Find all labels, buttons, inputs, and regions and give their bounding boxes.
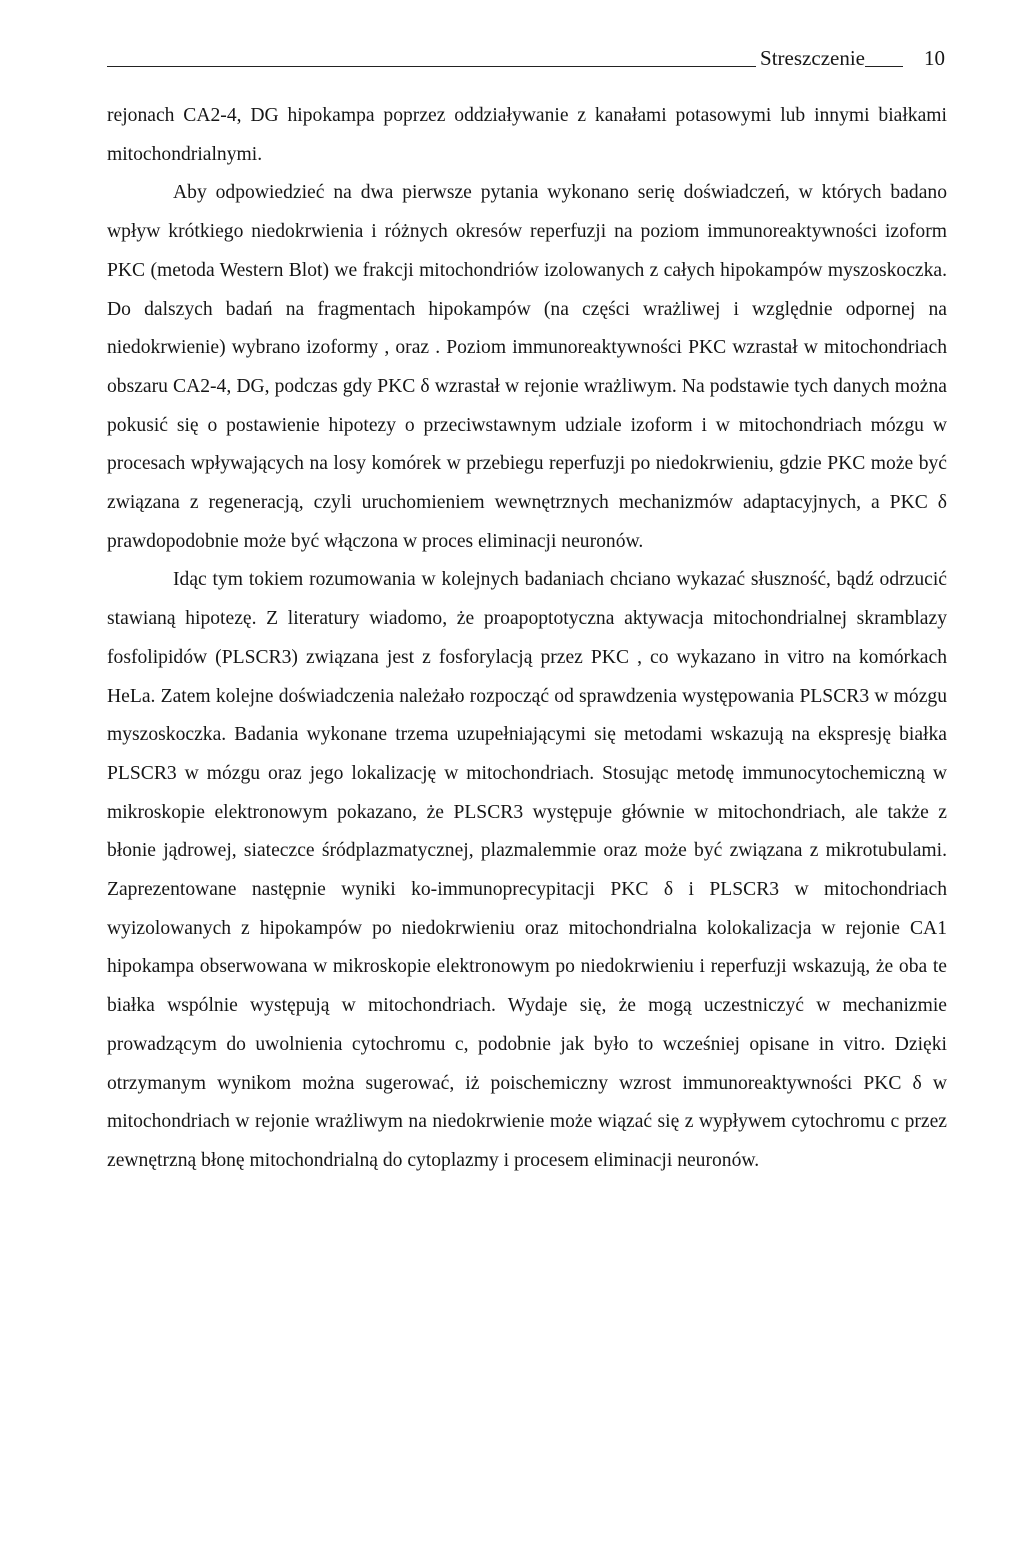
- paragraph-2: Aby odpowiedzieć na dwa pierwsze pytania wykonano serię doświadczeń, w których badano wpływ krótkiego niedokrwienia i różnych okresów reperfuzji na poziom immunoreaktywności izoform PKC (metoda Western Blot) we frakcji mitochondriów izolowanych z całych hipokampów myszoskoczka. Do dalszych badań na fragmentach hipokampów (na części wrażliwej i względnie odpornej na niedokrwienie) wybrano izoformy , oraz . Poziom immunoreaktywności PKC wzrastał w mitochondriach obszaru CA2-4, DG, podczas gdy PKC δ wzrastał w rejonie wrażliwym. Na podstawie tych danych można pokusić się o postawienie hipotezy o przeciwstawnym udziale izoform i w mitochondriach mózgu w procesach wpływających na losy komórek w przebiegu reperfuzji po niedokrwieniu, gdzie PKC może być związana z regeneracją, czyli uruchomieniem wewnętrznych mechanizmów adaptacyjnych, a PKC δ prawdopodobnie może być włączona w proces eliminacji neuronów.: [107, 182, 947, 552]
- page-header: [107, 42, 945, 72]
- paragraph-3: Idąc tym tokiem rozumowania w kolejnych badaniach chciano wykazać słuszność, bądź odrzucić stawianą hipotezę. Z literatury wiadomo, że proapoptotyczna aktywacja mitochondrialnej skramblazy fosfolipidów (PLSCR3) związana jest z fosforylacją przez PKC , co wykazano in vitro na komórkach HeLa. Zatem kolejne doświadczenia należało rozpocząć od sprawdzenia występowania PLSCR3 w mózgu myszoskoczka. Badania wykonane trzema uzupełniającymi się metodami wskazują na ekspresję białka PLSCR3 w mózgu oraz jego lokalizację w mitochondriach. Stosując metodę immunocytochemiczną w mikroskopie elektronowym pokazano, że PLSCR3 występuje głównie w mitochondriach, ale także z błonie jądrowej, siateczce śródplazmatycznej, plazmalemmie oraz może być związana z mikrotubulami. Zaprezentowane następnie wyniki ko-immunoprecypitacji PKC δ i PLSCR3 w mitochondriach wyizolowanych z hipokampów po niedokrwieniu oraz mitochondrialna kolokalizacja w rejonie CA1 hipokampa obserwowana w mikroskopie elektronowym po niedokrwieniu i reperfuzji wskazują, że oba te białka wspólnie występują w mitochondriach. Wydaje się, że mogą uczestniczyć w mechanizmie prowadzącym do uwolnienia cytochromu c, podobnie jak było to wcześniej opisane in vitro. Dzięki otrzymanym wynikom można sugerować, iż poischemiczny wzrost immunoreaktywności PKC δ w mitochondriach w rejonie wrażliwym na niedokrwienie może wiązać się z wypływem cytochromu c przez zewnętrzną błonę mitochondrialną do cytoplazmy i procesem eliminacji neuronów.: [107, 569, 947, 1171]
- page-body: [107, 97, 947, 1181]
- page-number: 10: [924, 46, 945, 70]
- section-title: Streszczenie: [756, 46, 865, 71]
- paragraph-1: rejonach CA2-4, DG hipokampa poprzez oddziaływanie z kanałami potasowymi lub innymi białkami mitochondrialnymi.: [107, 105, 947, 165]
